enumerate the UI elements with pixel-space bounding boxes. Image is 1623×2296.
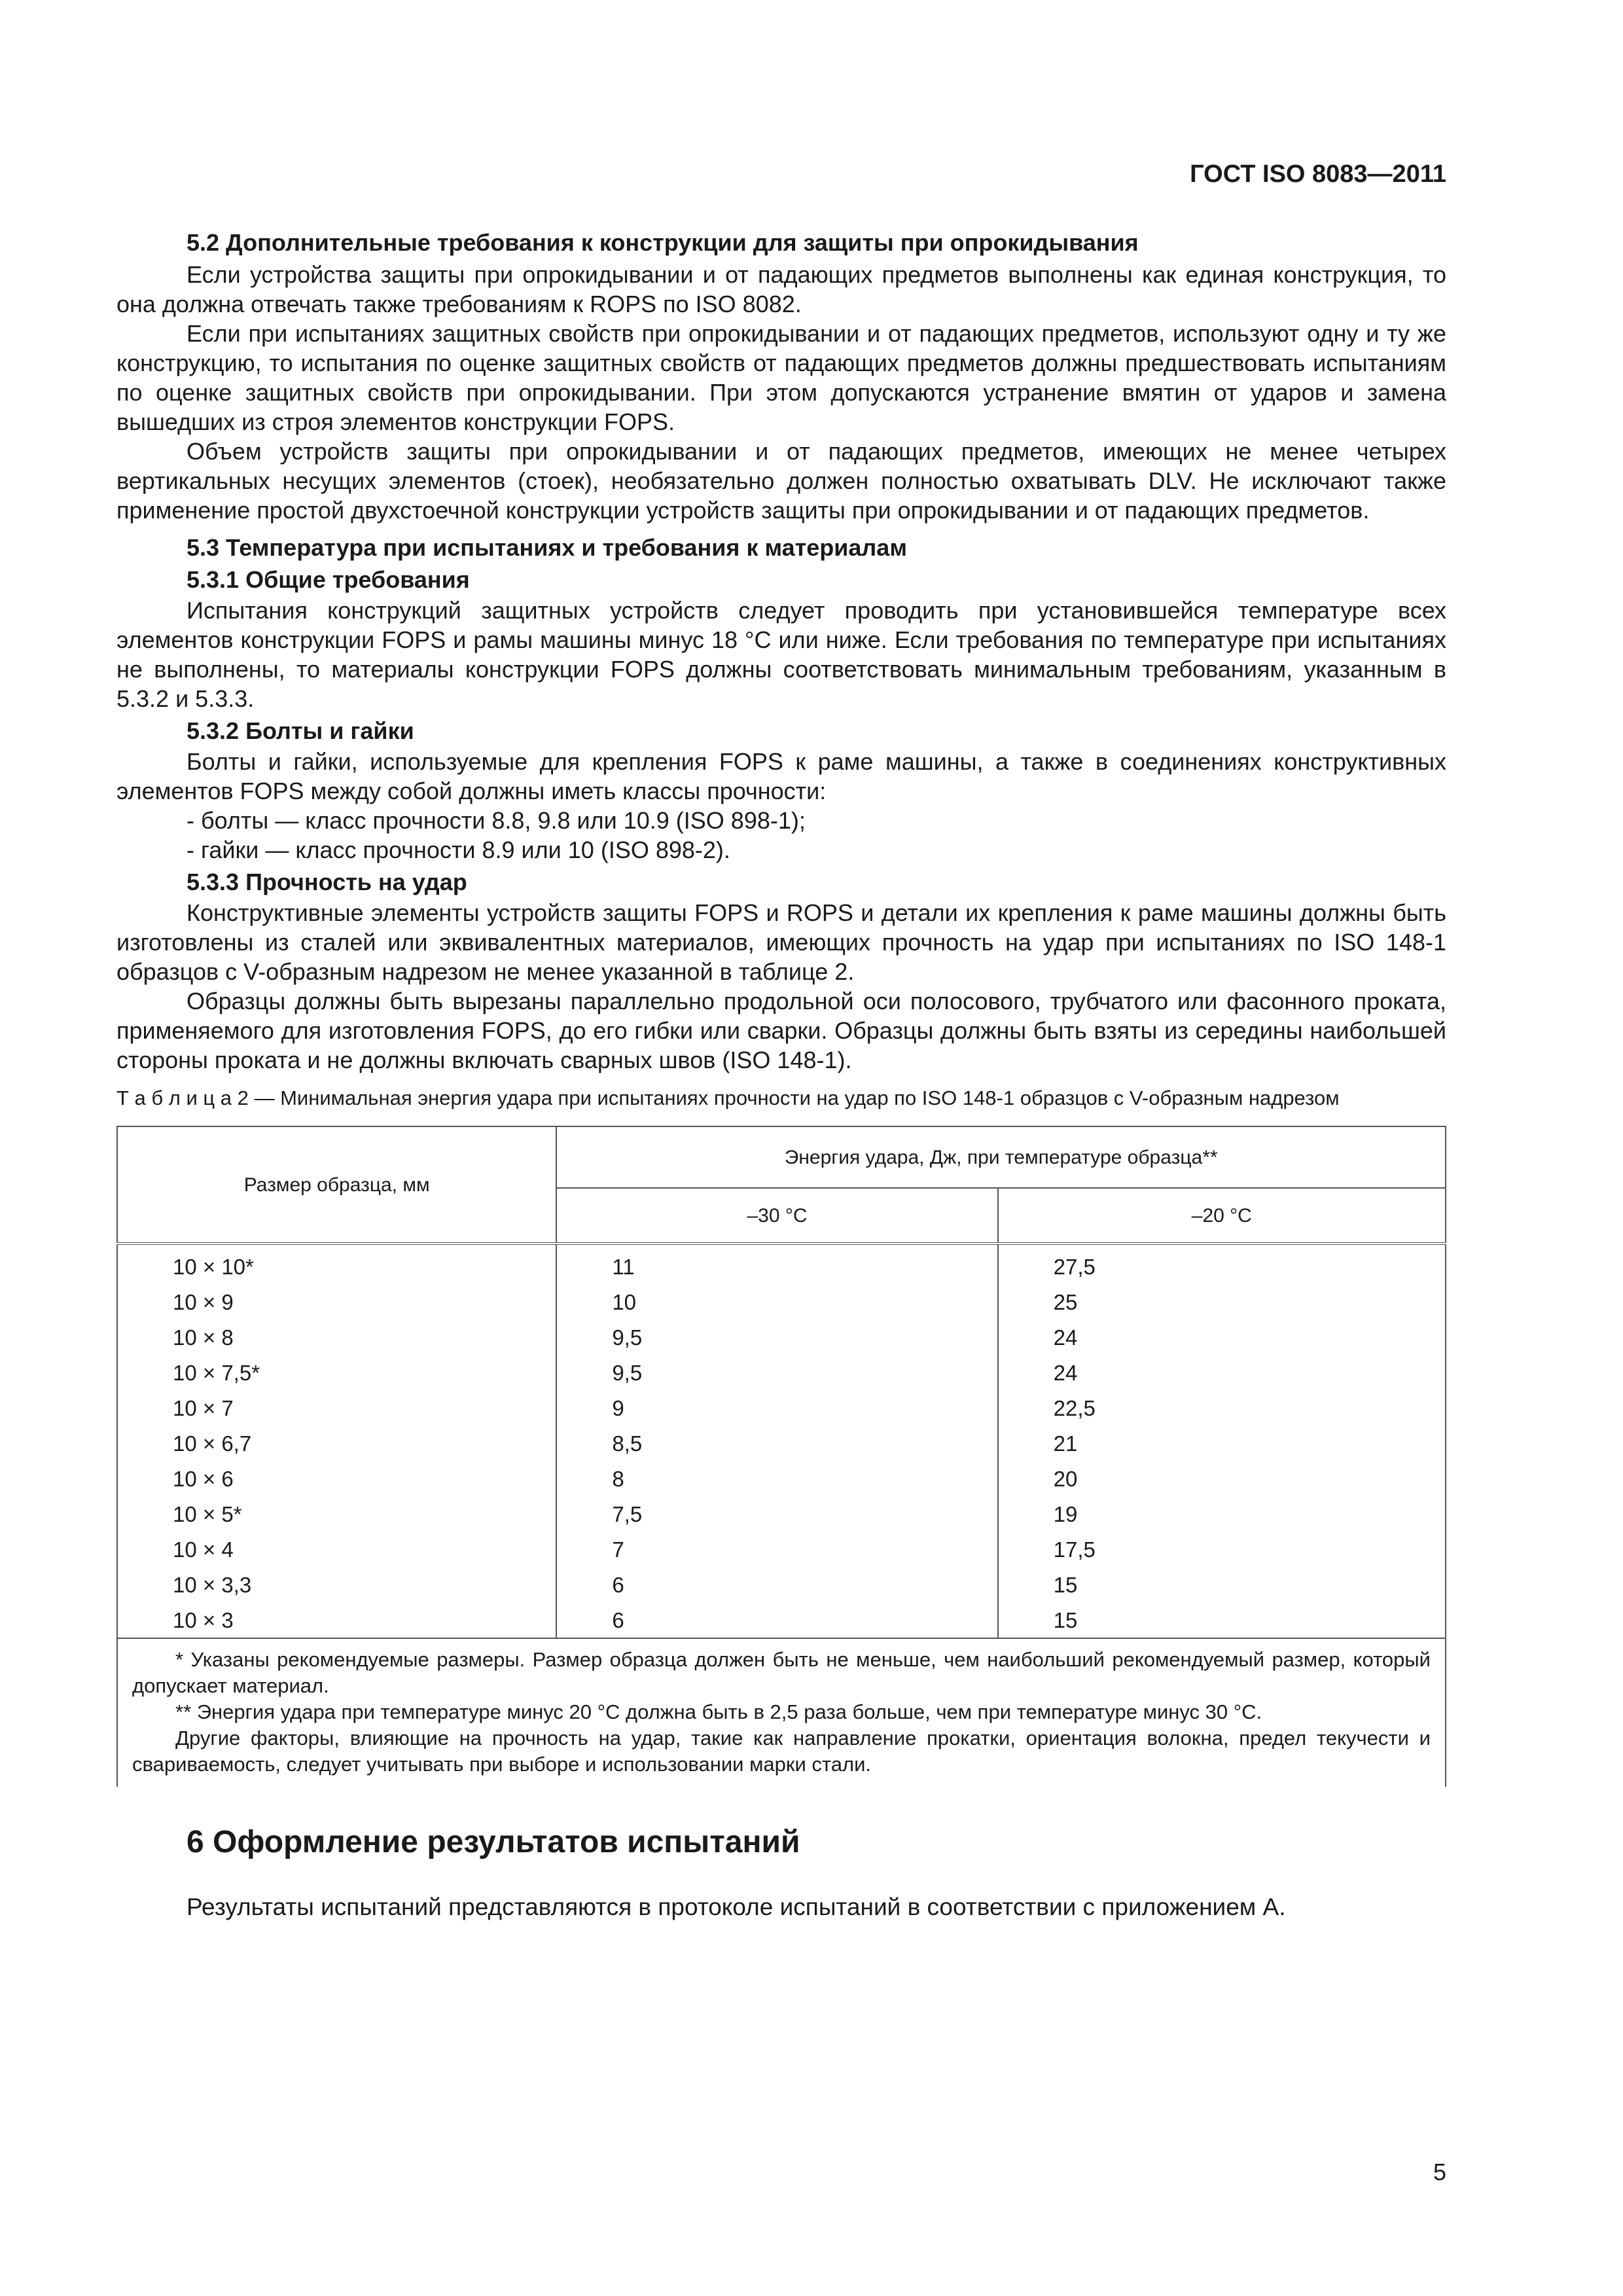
table-row: [117, 1461, 1446, 1496]
cell-energy-minus-20: 25: [998, 1284, 1446, 1319]
table-row: [117, 1284, 1446, 1319]
cell-energy-minus-30: 8: [556, 1461, 997, 1496]
cell-size: 10 × 3: [117, 1602, 556, 1638]
cell-energy-minus-20: 24: [998, 1355, 1446, 1390]
section-5-2-paragraph-1: Если устройства защиты при опрокидывании и от падающих предметов выполнены как единая конструкция, то она должна отвечать также требованиям к ROPS по ISO 8082.: [116, 261, 1446, 317]
cell-energy-minus-20: 17,5: [998, 1532, 1446, 1567]
standard-designation: ГОСТ ISO 8083—2011: [1190, 160, 1446, 188]
header-impact-energy: Энергия удара, Дж, при температуре образца**: [556, 1126, 1446, 1188]
table-row: [117, 1390, 1446, 1426]
section-5-3-3-paragraph-1: Конструктивные элементы устройств защиты FOPS и ROPS и детали их крепления к раме машины должны быть изготовлены из сталей или эквивалентных материалов, имеющих прочность на удар при испытаниях по ISO 148-1 образцов с V-образным надрезом не менее указанной в таблице 2.: [116, 899, 1446, 985]
cell-energy-minus-30: 9: [556, 1390, 997, 1426]
section-5-3-2-heading: 5.3.2 Болты и гайки: [187, 717, 414, 744]
cell-energy-minus-30: 10: [556, 1284, 997, 1319]
page-content: [116, 228, 1446, 1922]
cell-size: 10 × 6,7: [117, 1426, 556, 1461]
cell-size: 10 × 6: [117, 1461, 556, 1496]
cell-energy-minus-20: 22,5: [998, 1390, 1446, 1426]
cell-energy-minus-20: 15: [998, 1602, 1446, 1638]
section-5-2-paragraph-3: Объем устройств защиты при опрокидывании и от падающих предметов, имеющих не менее четырех вертикальных несущих элементов (стоек), необязательно должен полностью охватывать DLV. Не исключают также применение простой двухстоечной конструкции устройств защиты при опрокидывании и от падающих предметов.: [116, 438, 1446, 524]
table-row: [117, 1426, 1446, 1461]
section-5-3-heading: 5.3 Температура при испытаниях и требования к материалам: [187, 534, 907, 561]
header-specimen-size: Размер образца, мм: [117, 1126, 556, 1244]
cell-size: 10 × 5*: [117, 1496, 556, 1532]
cell-size: 10 × 7: [117, 1390, 556, 1426]
header-minus-30: –30 °С: [556, 1188, 997, 1244]
cell-energy-minus-30: 9,5: [556, 1319, 997, 1355]
cell-size: 10 × 8: [117, 1319, 556, 1355]
section-6-heading: 6 Оформление результатов испытаний: [187, 1825, 800, 1859]
impact-energy-table: [116, 1126, 1446, 1787]
cell-size: 10 × 9: [117, 1284, 556, 1319]
section-5-2-heading: 5.2 Дополнительные требования к конструкции для защиты при опрокидывания: [187, 229, 1139, 256]
cell-size: 10 × 10*: [117, 1244, 556, 1284]
cell-size: 10 × 4: [117, 1532, 556, 1567]
table-row: [117, 1602, 1446, 1638]
list-item-bolts: - болты — класс прочности 8.8, 9.8 или 10.9 (ISO 898-1);: [187, 807, 806, 834]
header-minus-20: –20 °С: [998, 1188, 1446, 1244]
cell-size: 10 × 3,3: [117, 1567, 556, 1602]
page-number: 5: [1433, 2159, 1446, 2185]
table-row: [117, 1567, 1446, 1602]
cell-energy-minus-20: 24: [998, 1319, 1446, 1355]
cell-energy-minus-30: 7,5: [556, 1496, 997, 1532]
section-5-3-3-paragraph-2: Образцы должны быть вырезаны параллельно продольной оси полосового, трубчатого или фасонного проката, применяемого для изготовления FOPS, до его гибки или сварки. Образцы должны быть взяты из середины наибольшей стороны проката и не должны включать сварных швов (ISO 148-1).: [116, 988, 1446, 1073]
cell-energy-minus-30: 8,5: [556, 1426, 997, 1461]
table-row: [117, 1532, 1446, 1567]
cell-energy-minus-20: 15: [998, 1567, 1446, 1602]
list-item-nuts: - гайки — класс прочности 8.9 или 10 (ISO 898-2).: [187, 836, 730, 863]
cell-energy-minus-30: 9,5: [556, 1355, 997, 1390]
cell-energy-minus-20: 27,5: [998, 1244, 1446, 1284]
cell-energy-minus-30: 7: [556, 1532, 997, 1567]
section-5-2-paragraph-2: Если при испытаниях защитных свойств при опрокидывании и от падающих предметов, используют одну и ту же конструкцию, то испытания по оценке защитных свойств от падающих предметов должны предшествовать испытаниям по оценке защитных свойств при опрокидывании. При этом допускаются устранение вмятин от ударов и замена вышедших из строя элементов конструкции FOPS.: [116, 320, 1446, 435]
cell-energy-minus-30: 11: [556, 1244, 997, 1284]
cell-energy-minus-20: 21: [998, 1426, 1446, 1461]
cell-energy-minus-30: 6: [556, 1567, 997, 1602]
section-5-3-3-heading: 5.3.3 Прочность на удар: [187, 869, 467, 895]
section-6-paragraph: Результаты испытаний представляются в протоколе испытаний в соответствии с приложением А.: [187, 1893, 1286, 1920]
cell-energy-minus-20: 19: [998, 1496, 1446, 1532]
section-5-3-2-paragraph: Болты и гайки, используемые для крепления FOPS к раме машины, а также в соединениях конструктивных элементов FOPS между собой должны иметь классы прочности:: [116, 748, 1446, 804]
table-note-2: ** Энергия удара при температуре минус 20 °С должна быть в 2,5 раза больше, чем при температуре минус 30 °С.: [175, 1700, 1262, 1723]
table-row: [117, 1319, 1446, 1355]
table-note-1: * Указаны рекомендуемые размеры. Размер образца должен быть не меньше, чем наибольший рекомендуемый размер, который допускает материал.: [132, 1648, 1431, 1697]
table-row: [117, 1496, 1446, 1532]
cell-energy-minus-30: 6: [556, 1602, 997, 1638]
section-5-3-1-heading: 5.3.1 Общие требования: [187, 566, 470, 593]
cell-size: 10 × 7,5*: [117, 1355, 556, 1390]
table-note-3: Другие факторы, влияющие на прочность на удар, такие как направление прокатки, ориентация волокна, предел текучести и свариваемость, следует учитывать при выборе и использовании марки стали.: [132, 1727, 1431, 1776]
cell-energy-minus-20: 20: [998, 1461, 1446, 1496]
table-row: [117, 1355, 1446, 1390]
table-row: [117, 1244, 1446, 1284]
table-notes: [117, 1638, 1446, 1787]
table-caption: Т а б л и ц а 2 — Минимальная энергия удара при испытаниях прочности на удар по ISO 148-1 образцов с V-образным надрезом: [116, 1086, 1340, 1109]
section-5-3-1-paragraph: Испытания конструкций защитных устройств следует проводить при установившейся температуре всех элементов конструкции FOPS и рамы машины минус 18 °С или ниже. Если требования по температуре при испытаниях не выполнены, то материалы конструкции FOPS должны соответствовать минимальным требованиям, указанным в 5.3.2 и 5.3.3.: [116, 597, 1446, 712]
